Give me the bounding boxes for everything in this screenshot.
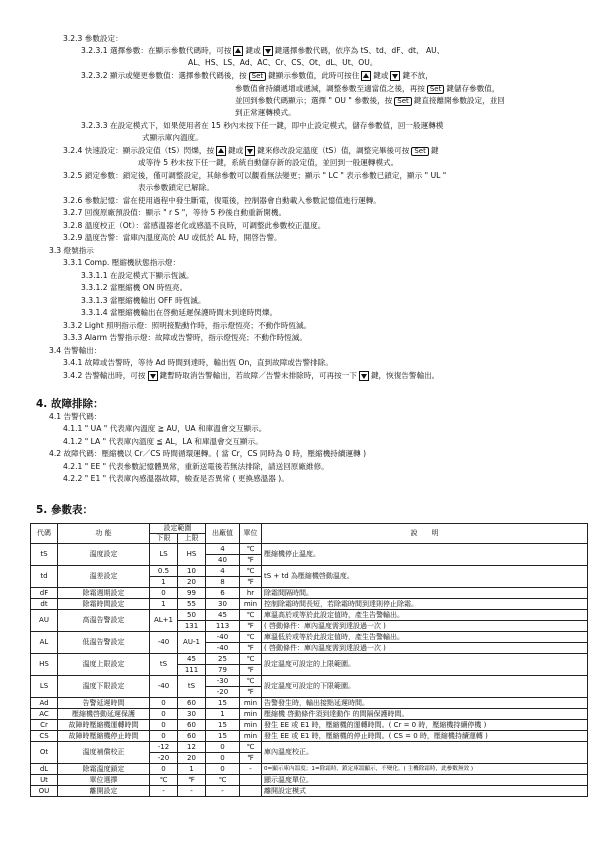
cell-unit: min [240,709,262,720]
cell-high: HS [178,544,206,566]
cell-description: 0=顯示庫內溫度；1=除霜時，鎖定庫溫顯示，不變化。( 主機除霜時，此參數無效 ) [262,764,588,775]
cell-low: tS [150,654,178,676]
cell-high: AU-1 [178,632,206,654]
table-row [31,731,588,742]
cell-code: Ot [31,742,58,764]
set-key-icon: Set [394,97,412,106]
table-row [31,775,588,786]
header-default: 出廠值 [206,524,240,544]
cell-high: 111 [178,665,206,676]
cell-description: 壓縮機 啓動條件須到達動作 的間隔保護時間。 [262,709,588,720]
sec-3-2-3-3-line1: 3.2.3.3 在設定模式下，如果使用者在 15 秒內未按下任一鍵，即中止設定模式，儲存參數值，回一般運轉模 [81,121,444,130]
sec-3-2-3-2-line2: 參數值會持續遞增或遞減，調整參數至適當值之後，再按 Set 鍵儲存參數值， [235,84,500,93]
sec-3-2-9: 3.2.9 溫度告警：當庫內溫度高於 AU 或低於 AL 時，開啓告警。 [63,233,282,242]
cell-description: 發生 EE 或 E1 時，壓縮機的停止時間。( CS = 0 時，壓縮機持續運轉 ) [262,731,588,742]
sec-3-3-title: 3.3 燈號指示 [49,246,94,255]
sec-3-3-1: 3.3.1 Comp. 壓縮機狀態指示燈： [63,258,181,267]
cell-unit: ℉ [240,643,262,654]
header-low: 下限 [150,534,178,544]
cell-code: AC [31,709,58,720]
cell-code: Ut [31,775,58,786]
cell-low: 1 [150,599,178,610]
sec-3-2-3-title: 3.2.3 參數設定： [63,34,123,43]
sec-3-2-6: 3.2.6 參數記憶：當在使用過程中發生斷電，復電後，控制器會自動載入參數記憶值進行運轉。 [63,196,381,205]
cell-code: td [31,566,58,588]
header-function: 功 能 [58,524,150,544]
sec-3-2-3-2-line3: 並回到參數代碼顯示；選擇 " OU " 參數後，按 Set 鍵直接離開參數設定，並回 [235,96,505,105]
cell-default: 0 [206,764,240,775]
header-code: 代碼 [31,524,58,544]
cell-description: 庫溫低於或等於此設定值時，產生告警輸出。 [262,632,588,643]
table-row [31,566,588,577]
cell-unit: min [240,720,262,731]
cell-default: 15 [206,698,240,709]
cell-function: 溫度下限設定 [58,676,150,698]
cell-default: -40 [206,643,240,654]
cell-description: 設定溫度可設定的下限範圍。 [262,676,588,698]
cell-default: 0 [206,753,240,764]
cell-code: Cr [31,720,58,731]
cell-high: 1 [178,764,206,775]
sec-3-3-1-1: 3.3.1.1 在設定模式下顯示恆滅。 [81,271,194,280]
table-row [31,764,588,775]
cell-low: 0 [150,698,178,709]
cell-unit: ℉ [240,665,262,676]
cell-code: AL [31,632,58,654]
cell-function: 溫度補償校正 [58,742,150,764]
cell-high: - [178,786,206,797]
cell-default: - [206,786,240,797]
cell-unit: ℃ [240,566,262,577]
header-range: 設定範圍 [150,524,206,534]
table-row [31,632,588,643]
cell-default: 4 [206,544,240,555]
cell-low: -40 [150,676,178,698]
cell-high: 20 [178,753,206,764]
cell-description: 設定溫度可設定的上限範圍。 [262,654,588,676]
cell-code: dF [31,588,58,599]
cell-default: 25 [206,654,240,665]
header-high: 上限 [178,534,206,544]
cell-description: ( 啓動條件：庫內溫度需到達設過一次 ) [262,643,588,654]
cell-default: -30 [206,676,240,687]
cell-default: 30 [206,599,240,610]
cell-default: 15 [206,731,240,742]
cell-low: - [150,786,178,797]
cell-low: 0 [150,720,178,731]
cell-high: 60 [178,698,206,709]
sec-3-4-title: 3.4 告警輸出： [49,346,102,355]
up-arrow-key-icon [361,71,371,81]
cell-unit [240,786,262,797]
cell-function: 低溫告警設定 [58,632,150,654]
cell-low: LS [150,544,178,566]
cell-unit: ℉ [240,555,262,566]
cell-function: 故障時壓縮機運轉時間 [58,720,150,731]
cell-description: ( 啓動條件：庫內溫度需到達設過一次 ) [262,621,588,632]
table-row [31,709,588,720]
cell-low: 0.5 [150,566,178,577]
table-row [31,786,588,797]
table-row [31,599,588,610]
cell-description: 告警發生時，輸出接點延遲時間。 [262,698,588,709]
sec-3-3-2: 3.3.2 Light 照明指示燈：照明接點動作時，指示燈恆亮；不動作時恆滅。 [63,321,312,330]
down-arrow-key-icon [359,371,369,381]
up-arrow-key-icon [216,146,226,156]
cell-unit: ℉ [240,577,262,588]
cell-code: dL [31,764,58,775]
cell-high: ℉ [178,775,206,786]
cell-high: 45 [178,654,206,665]
cell-function: 故障時壓縮機停止時間 [58,731,150,742]
sec-3-2-4-line1: 3.2.4 快速設定：顯示設定值（tS）閃爍，按 鍵或 鍵來修改設定溫度（tS）值，調整完畢後可按 Set 鍵 [63,146,439,155]
cell-unit: ℃ [240,654,262,665]
cell-description: 庫內溫度校正。 [262,742,588,764]
cell-default: 113 [206,621,240,632]
sec-3-3-1-3: 3.3.1.3 當壓縮機輸出 OFF 時恆滅。 [81,296,206,305]
sec-3-2-7: 3.2.7 回復原廠預設值：顯示 " r S "，等待 5 秒後自動重新開機。 [63,208,287,217]
cell-default: -40 [206,632,240,643]
cell-unit [240,775,262,786]
cell-low: 0 [150,588,178,599]
cell-function: 除霜週期設定 [58,588,150,599]
sec-3-2-5-line2: 表示參數鎖定已解除。 [138,183,214,192]
cell-code: tS [31,544,58,566]
table-row [31,676,588,687]
cell-low: ℃ [150,775,178,786]
cell-unit: - [240,764,262,775]
cell-high: tS [178,676,206,698]
sec-4-title: 4. 故障排除： [36,398,104,410]
cell-unit: ℃ [240,742,262,753]
down-arrow-key-icon [245,146,255,156]
sec-3-2-5-line1: 3.2.5 鎖定參數：鎖定後，僅可調整設定，其餘參數可以觀看無法變更；顯示 " LC " 表示參數已鎖定，顯示 " UL " [63,171,447,180]
cell-code: CS [31,731,58,742]
cell-unit: ℃ [240,610,262,621]
cell-description: 發生 EE 或 E1 時，壓縮機的運轉時間。( Cr = 0 時，壓縮機持續停機 ) [262,720,588,731]
cell-high: 20 [178,577,206,588]
cell-default: 79 [206,665,240,676]
sec-3-3-1-2: 3.3.1.2 當壓縮機 ON 時恆亮。 [81,283,188,292]
sec-3-3-3: 3.3.3 Alarm 告警指示燈：故障或告警時，指示燈恆亮；不動作時恆滅。 [63,333,307,342]
sec-3-4-2: 3.4.2 告警輸出時，可按 鍵暫時取消告警輸出，若故障／告警未排除時，可再按一下 鍵，恢復告警輸出。 [63,371,440,380]
cell-low: -12 [150,742,178,753]
cell-code: HS [31,654,58,676]
cell-default: 40 [206,555,240,566]
cell-high: 60 [178,731,206,742]
cell-description: 控制除霜時間長短，若除霜時間到達則停止除霜。 [262,599,588,610]
cell-high: 50 [178,610,206,621]
cell-low: 1 [150,577,178,588]
table-row [31,588,588,599]
cell-high: 131 [178,621,206,632]
cell-code: OU [31,786,58,797]
cell-description: 離開設定模式 [262,786,588,797]
cell-low: -20 [150,753,178,764]
cell-unit: ℃ [240,544,262,555]
cell-default: 1 [206,709,240,720]
table-row [31,720,588,731]
cell-low: 0 [150,731,178,742]
sec-3-2-3-3-line2: 式顯示庫內溫度。 [142,133,203,142]
table-row [31,544,588,555]
cell-unit: min [240,698,262,709]
cell-high: 30 [178,709,206,720]
sec-4-2: 4.2 故障代碼：壓縮機以 Cr／CS 時間循環運轉。( 當 Cr，CS 同時為 0 時，壓縮機持續運轉 ) [49,449,367,458]
cell-low: 0 [150,764,178,775]
down-arrow-key-icon [390,71,400,81]
cell-function: 溫差設定 [58,566,150,588]
cell-function: 單位選擇 [58,775,150,786]
table-row [31,742,588,753]
cell-function: 告警延遲時間 [58,698,150,709]
sec-3-2-8: 3.2.8 溫度校正（Ot）：當感溫器老化或感溫不良時，可調整此參數校正溫度。 [63,221,326,230]
cell-unit: ℃ [240,632,262,643]
up-arrow-key-icon [233,46,243,56]
cell-low: -40 [150,632,178,654]
cell-default: 6 [206,588,240,599]
set-key-icon: Set [427,85,445,94]
sec-4-1-2: 4.1.2 " LA " 代表庫內溫度 ≦ AL，LA 和庫溫會交互顯示。 [63,437,263,446]
cell-function: 除霜溫度鎖定 [58,764,150,775]
cell-unit: ℉ [240,753,262,764]
cell-description: 庫溫高於或等於此設定值時，產生告警輸出。 [262,610,588,621]
cell-unit: min [240,599,262,610]
cell-default: -20 [206,687,240,698]
cell-function: 溫度上限設定 [58,654,150,676]
cell-default: 45 [206,610,240,621]
sec-4-2-1: 4.2.1 " EE " 代表參數記憶體異常，重新送電後若無法排除，請送回原廠維修。 [63,462,329,471]
sec-3-2-3-1-line1: 3.2.3.1 選擇參數：在顯示參數代碼時，可按 鍵或 鍵選擇參數代碼，依序為 tS、td、dF、dt、 AU、 [81,46,445,55]
sec-3-2-4-line2: 或等待 5 秒未按下任一鍵，系統自動儲存新的設定值，並回到一般運轉模式。 [138,158,399,167]
cell-default: ℃ [206,775,240,786]
cell-unit: ℉ [240,687,262,698]
sec-4-1: 4.1 告警代碼： [49,412,102,421]
cell-low: AL+1 [150,610,178,632]
cell-high: 60 [178,720,206,731]
cell-default: 0 [206,742,240,753]
cell-high: 12 [178,742,206,753]
sec-3-2-3-2-line4: 到正常運轉模式。 [235,108,296,117]
sec-3-2-3-1-line2: AL、HS、LS、Ad、AC、Cr、CS、Ot、dL、Ut、OU。 [188,58,378,67]
cell-unit: hr [240,588,262,599]
down-arrow-key-icon [148,371,158,381]
table-row [31,610,588,621]
cell-code: AU [31,610,58,632]
cell-description: 壓縮機停止溫度。 [262,544,588,566]
cell-description: tS + td 為壓縮機啓動溫度。 [262,566,588,588]
header-unit: 單位 [240,524,262,544]
cell-description: 顯示溫度單位。 [262,775,588,786]
set-key-icon: Set [249,72,267,81]
cell-description: 除霜間隔時間。 [262,588,588,599]
cell-function: 除霜時間設定 [58,599,150,610]
sec-4-1-1: 4.1.1 " UA " 代表庫內溫度 ≧ AU，UA 和庫溫會交互顯示。 [63,424,267,433]
cell-default: 4 [206,566,240,577]
cell-high: 99 [178,588,206,599]
cell-unit: ℃ [240,676,262,687]
cell-high: 55 [178,599,206,610]
table-row [31,698,588,709]
cell-code: dt [31,599,58,610]
header-description: 說 明 [262,524,588,544]
cell-function: 溫度設定 [58,544,150,566]
sec-4-2-2: 4.2.2 " E1 " 代表庫內感溫器故障，檢查是否異常 ( 更換感溫器 )。 [63,474,289,483]
parameter-table [30,523,588,797]
cell-code: LS [31,676,58,698]
cell-default: 15 [206,720,240,731]
cell-function: 高溫告警設定 [58,610,150,632]
sec-3-3-1-4: 3.3.1.4 當壓縮機輸出在啓動延遲保護時間未到達時閃爍。 [81,308,278,317]
cell-high: 10 [178,566,206,577]
sec-3-4-1: 3.4.1 故障或告警時，等待 Ad 時間到達時，輸出恆 On，直到故障或告警排除。 [63,358,333,367]
set-key-icon: Set [411,147,429,156]
cell-code: Ad [31,698,58,709]
cell-unit: ℉ [240,621,262,632]
cell-default: 8 [206,577,240,588]
sec-5-title: 5. 參數表： [36,504,93,516]
table-row [31,654,588,665]
cell-function: 離開設定 [58,786,150,797]
down-arrow-key-icon [263,46,273,56]
cell-low: 0 [150,709,178,720]
cell-function: 壓縮機啓動延遲保護 [58,709,150,720]
sec-3-2-3-2-line1: 3.2.3.2 顯示或變更參數值：選擇參數代碼後，按 Set 鍵顯示參數值，此時可按住 鍵或 鍵不放， [81,71,433,80]
cell-unit: min [240,731,262,742]
table-header-row [31,524,588,534]
